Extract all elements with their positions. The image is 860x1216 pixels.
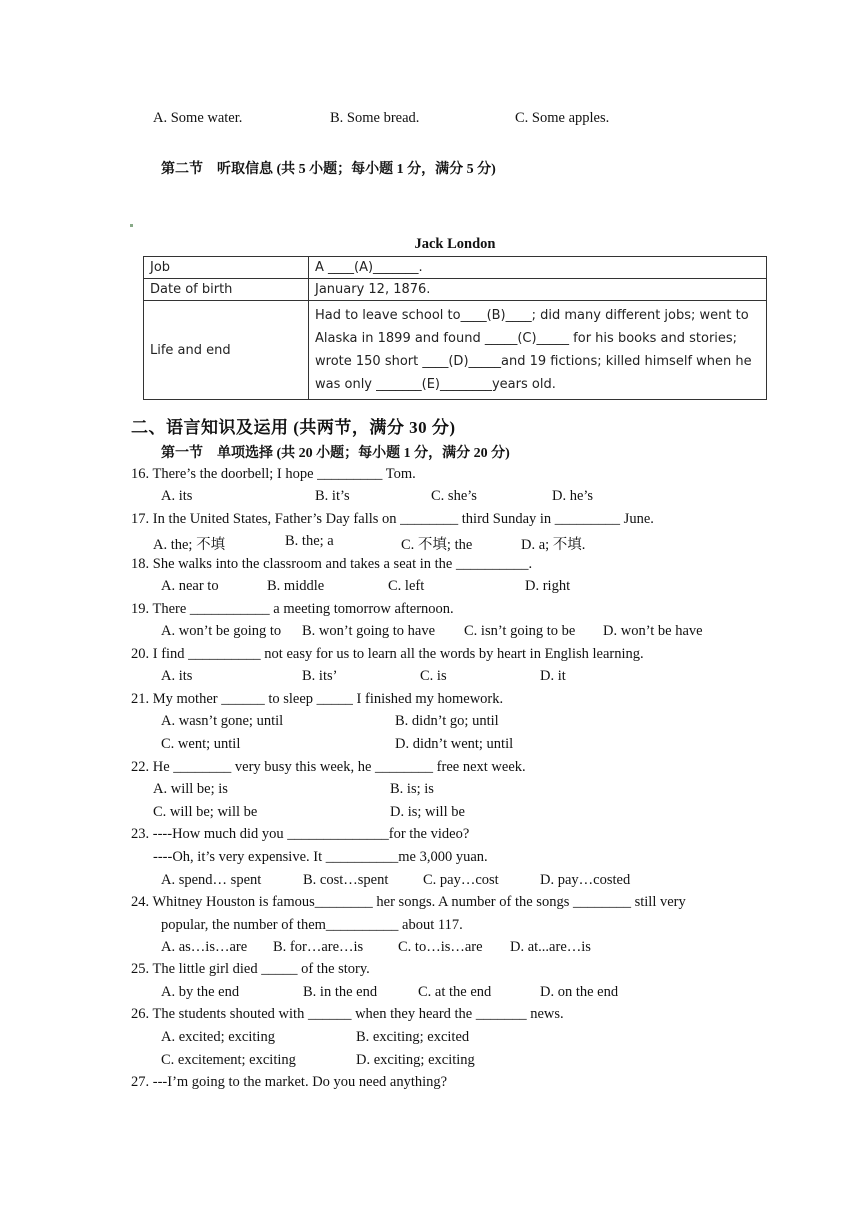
q19-option-a: A. won’t be going to [161, 623, 282, 639]
q26-option-c: C. excitement; exciting [161, 1052, 296, 1068]
q21-option-b: B. didn’t go; until [395, 713, 499, 729]
option-c-top: C. Some apples. [515, 110, 610, 126]
option-a-top: A. Some water. [153, 110, 243, 126]
q19-option-b: B. won’t going to have [302, 623, 436, 639]
q16-option-b: B. it’s [315, 488, 350, 504]
q19-option-d: D. won’t be have [603, 623, 703, 639]
q18-option-b: B. middle [267, 578, 325, 594]
q17-option-a: A. the; 不填 [153, 537, 226, 553]
q17-option-d: D. a; 不填. [521, 537, 586, 553]
question-24: 24. Whitney Houston is famous________ her songs. A number of the songs ________ still very [131, 894, 686, 910]
q20-option-a: A. its [161, 668, 193, 684]
row-value-birth: January 12, 1876. [309, 279, 767, 301]
row-value-job: A ____(A)_______. [309, 257, 767, 279]
q20-option-c: C. is [420, 668, 447, 684]
q22-option-a: A. will be; is [153, 781, 228, 797]
q20-option-b: B. its’ [302, 668, 338, 684]
q21-option-d: D. didn’t went; until [395, 736, 514, 752]
question-19: 19. There ___________ a meeting tomorrow afternoon. [131, 601, 454, 617]
q24-option-b: B. for…are…is [273, 939, 364, 955]
life-line: Had to leave school to____(B)____; did many different jobs; went to [315, 308, 749, 323]
table-row [144, 257, 767, 279]
question-21: 21. My mother ______ to sleep _____ I finished my homework. [131, 691, 504, 707]
part2-section1-heading: 第一节 单项选择 (共 20 小题；每小题 1 分，满分 20 分) [161, 446, 510, 461]
q25-option-d: D. on the end [540, 984, 619, 1000]
q17-option-c: C. 不填; the [401, 537, 473, 553]
q18-option-a: A. near to [161, 578, 219, 594]
q23-option-d: D. pay…costed [540, 872, 631, 888]
q25-option-c: C. at the end [418, 984, 492, 1000]
question-20: 20. I find __________ not easy for us to learn all the words by heart in English learning. [131, 646, 644, 662]
q20-option-d: D. it [540, 668, 566, 684]
q18-option-c: C. left [388, 578, 425, 594]
q26-option-d: D. exciting; exciting [356, 1052, 475, 1068]
question-22: 22. He ________ very busy this week, he ________ free next week. [131, 759, 526, 775]
marker-dot [130, 224, 133, 227]
part2-heading: 二、语言知识及运用 (共两节，满分 30 分) [131, 418, 456, 437]
q21-option-a: A. wasn’t gone; until [161, 713, 284, 729]
q18-option-d: D. right [525, 578, 571, 594]
q23-option-c: C. pay…cost [423, 872, 499, 888]
q25-option-b: B. in the end [303, 984, 378, 1000]
q22-option-d: D. is; will be [390, 804, 465, 820]
question-27: 27. ---I’m going to the market. Do you need anything? [131, 1074, 448, 1090]
section2-heading: 第二节 听取信息 (共 5 小题；每小题 1 分，满分 5 分) [161, 162, 496, 177]
jack-london-title: Jack London [414, 236, 496, 252]
row-label-birth: Date of birth [144, 279, 309, 301]
row-label-life: Life and end [144, 301, 309, 400]
q17-option-b: B. the; a [285, 533, 334, 549]
q22-option-c: C. will be; will be [153, 804, 258, 820]
question-23: 23. ----How much did you ______________for the video? [131, 826, 470, 842]
question-24-line2: popular, the number of them__________ about 117. [161, 917, 463, 933]
q24-option-a: A. as…is…are [161, 939, 248, 955]
question-18: 18. She walks into the classroom and takes a seat in the __________. [131, 556, 533, 572]
q23-option-b: B. cost…spent [303, 872, 389, 888]
life-line: was only _______(E)________years old. [315, 377, 556, 392]
table-row [144, 301, 767, 400]
question-26: 26. The students shouted with ______ when they heard the _______ news. [131, 1006, 564, 1022]
q22-option-b: B. is; is [390, 781, 434, 797]
question-25: 25. The little girl died _____ of the story. [131, 961, 370, 977]
q19-option-c: C. isn’t going to be [464, 623, 576, 639]
q24-option-d: D. at...are…is [510, 939, 591, 955]
row-value-life [309, 301, 767, 400]
question-16: 16. There’s the doorbell; I hope _________ Tom. [131, 466, 416, 482]
q16-option-a: A. its [161, 488, 193, 504]
q26-option-a: A. excited; exciting [161, 1029, 275, 1045]
life-line: wrote 150 short ____(D)_____and 19 fictions; killed himself when he [315, 354, 752, 369]
row-label-job: Job [144, 257, 309, 279]
q16-option-c: C. she’s [431, 488, 477, 504]
question-17: 17. In the United States, Father’s Day falls on ________ third Sunday in _________ June. [131, 511, 654, 527]
table-row [144, 279, 767, 301]
option-b-top: B. Some bread. [330, 110, 420, 126]
q25-option-a: A. by the end [161, 984, 240, 1000]
life-line: Alaska in 1899 and found _____(C)_____ for his books and stories; [315, 331, 738, 346]
q16-option-d: D. he’s [552, 488, 594, 504]
q21-option-c: C. went; until [161, 736, 241, 752]
q24-option-c: C. to…is…are [398, 939, 483, 955]
q23-option-a: A. spend… spent [161, 872, 262, 888]
q26-option-b: B. exciting; excited [356, 1029, 470, 1045]
jack-london-table [143, 256, 767, 400]
question-23-line2: ----Oh, it’s very expensive. It __________me 3,000 yuan. [153, 849, 488, 865]
